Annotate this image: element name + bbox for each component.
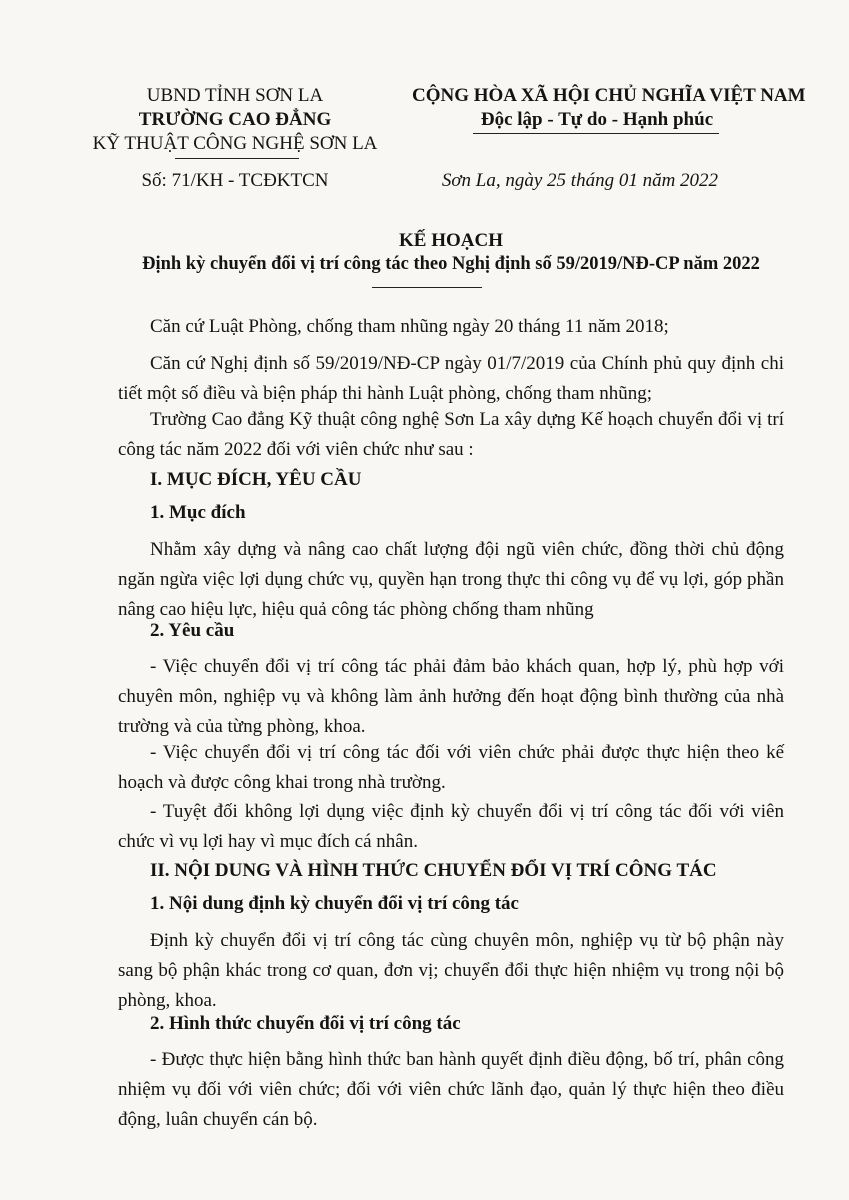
header-right-line2: Độc lập - Tự do - Hạnh phúc — [480, 109, 714, 130]
intro-paragraph-3: Trường Cao đẳng Kỹ thuật công nghệ Sơn La xây dựng Kế hoạch chuyển đổi vị trí công tác năm 2022 đối với viên chức như sau : — [118, 409, 784, 460]
section-2-sub1-text: Định kỳ chuyển đổi vị trí công tác cùng chuyên môn, nghiệp vụ từ bộ phận này sang bộ phận khác trong cơ quan, đơn vị; chuyển đổi thực hiện nhiệm vụ trong nội bộ phòng, khoa. — [118, 930, 784, 1011]
header-right-line1: CỘNG HÒA XÃ HỘI CHỦ NGHĨA VIỆT NAM — [412, 85, 806, 106]
section-2-heading: II. NỘI DUNG VÀ HÌNH THỨC CHUYỂN ĐỔI VỊ TRÍ CÔNG TÁC — [150, 860, 717, 881]
document-subtitle: Định kỳ chuyển đổi vị trí công tác theo Nghị định số 59/2019/NĐ-CP năm 2022 — [142, 254, 760, 274]
header-left-line3: KỸ THUẬT CÔNG NGHỆ SƠN LA — [92, 133, 378, 154]
section-1-sub1-text: Nhằm xây dựng và nâng cao chất lượng đội ngũ viên chức, đồng thời chủ động ngăn ngừa việc lợi dụng chức vụ, quyền hạn trong thực thi công vụ để vụ lợi, góp phần nâng cao hiệu lực, hiệu quả công tác phòng chống tham nhũng — [118, 539, 784, 620]
section-1-sub2-heading: 2. Yêu cầu — [150, 620, 235, 641]
section-1-heading: I. MỤC ĐÍCH, YÊU CẦU — [150, 469, 362, 490]
intro-paragraph-2: Căn cứ Nghị định số 59/2019/NĐ-CP ngày 01/7/2019 của Chính phủ quy định chi tiết một số điều và biện pháp thi hành Luật phòng, chống tham nhũng; — [118, 353, 784, 404]
section-1-sub1-heading: 1. Mục đích — [150, 502, 246, 523]
header-right-underline — [473, 133, 719, 134]
section-2-sub2-text: - Được thực hiện bằng hình thức ban hành quyết định điều động, bố trí, phân công nhiệm vụ đối với viên chức; đối với viên chức lãnh đạo, quản lý thực hiện theo điều động, luân chuyển cán bộ. — [118, 1049, 784, 1130]
title-underline — [372, 287, 482, 288]
intro-paragraph-1: Căn cứ Luật Phòng, chống tham nhũng ngày 20 tháng 11 năm 2018; — [150, 316, 669, 337]
doc-number: Số: 71/KH - TCĐKTCN — [141, 170, 329, 191]
section-2-sub1-heading: 1. Nội dung định kỳ chuyển đổi vị trí công tác — [150, 893, 519, 914]
section-2-sub2-heading: 2. Hình thức chuyển đổi vị trí công tác — [150, 1013, 461, 1034]
header-left-line2: TRƯỜNG CAO ĐẲNG — [138, 109, 332, 130]
place-date: Sơn La, ngày 25 tháng 01 năm 2022 — [441, 170, 719, 191]
requirement-1: - Việc chuyển đổi vị trí công tác phải đảm bảo khách quan, hợp lý, phù hợp với chuyên môn, nghiệp vụ và không làm ảnh hưởng đến hoạt động bình thường của nhà trường và của từng phòng, khoa. — [118, 656, 784, 737]
document-title: KẾ HOẠCH — [399, 230, 503, 251]
requirement-2: - Việc chuyển đổi vị trí công tác đối với viên chức phải được thực hiện theo kế hoạch và được công khai trong nhà trường. — [118, 742, 784, 793]
header-left-line1: UBND TỈNH SƠN LA — [146, 85, 324, 106]
requirement-3: - Tuyệt đối không lợi dụng việc định kỳ chuyển đổi vị trí công tác đối với viên chức vì vụ lợi hay vì mục đích cá nhân. — [118, 801, 784, 852]
header-left-underline — [175, 158, 299, 159]
